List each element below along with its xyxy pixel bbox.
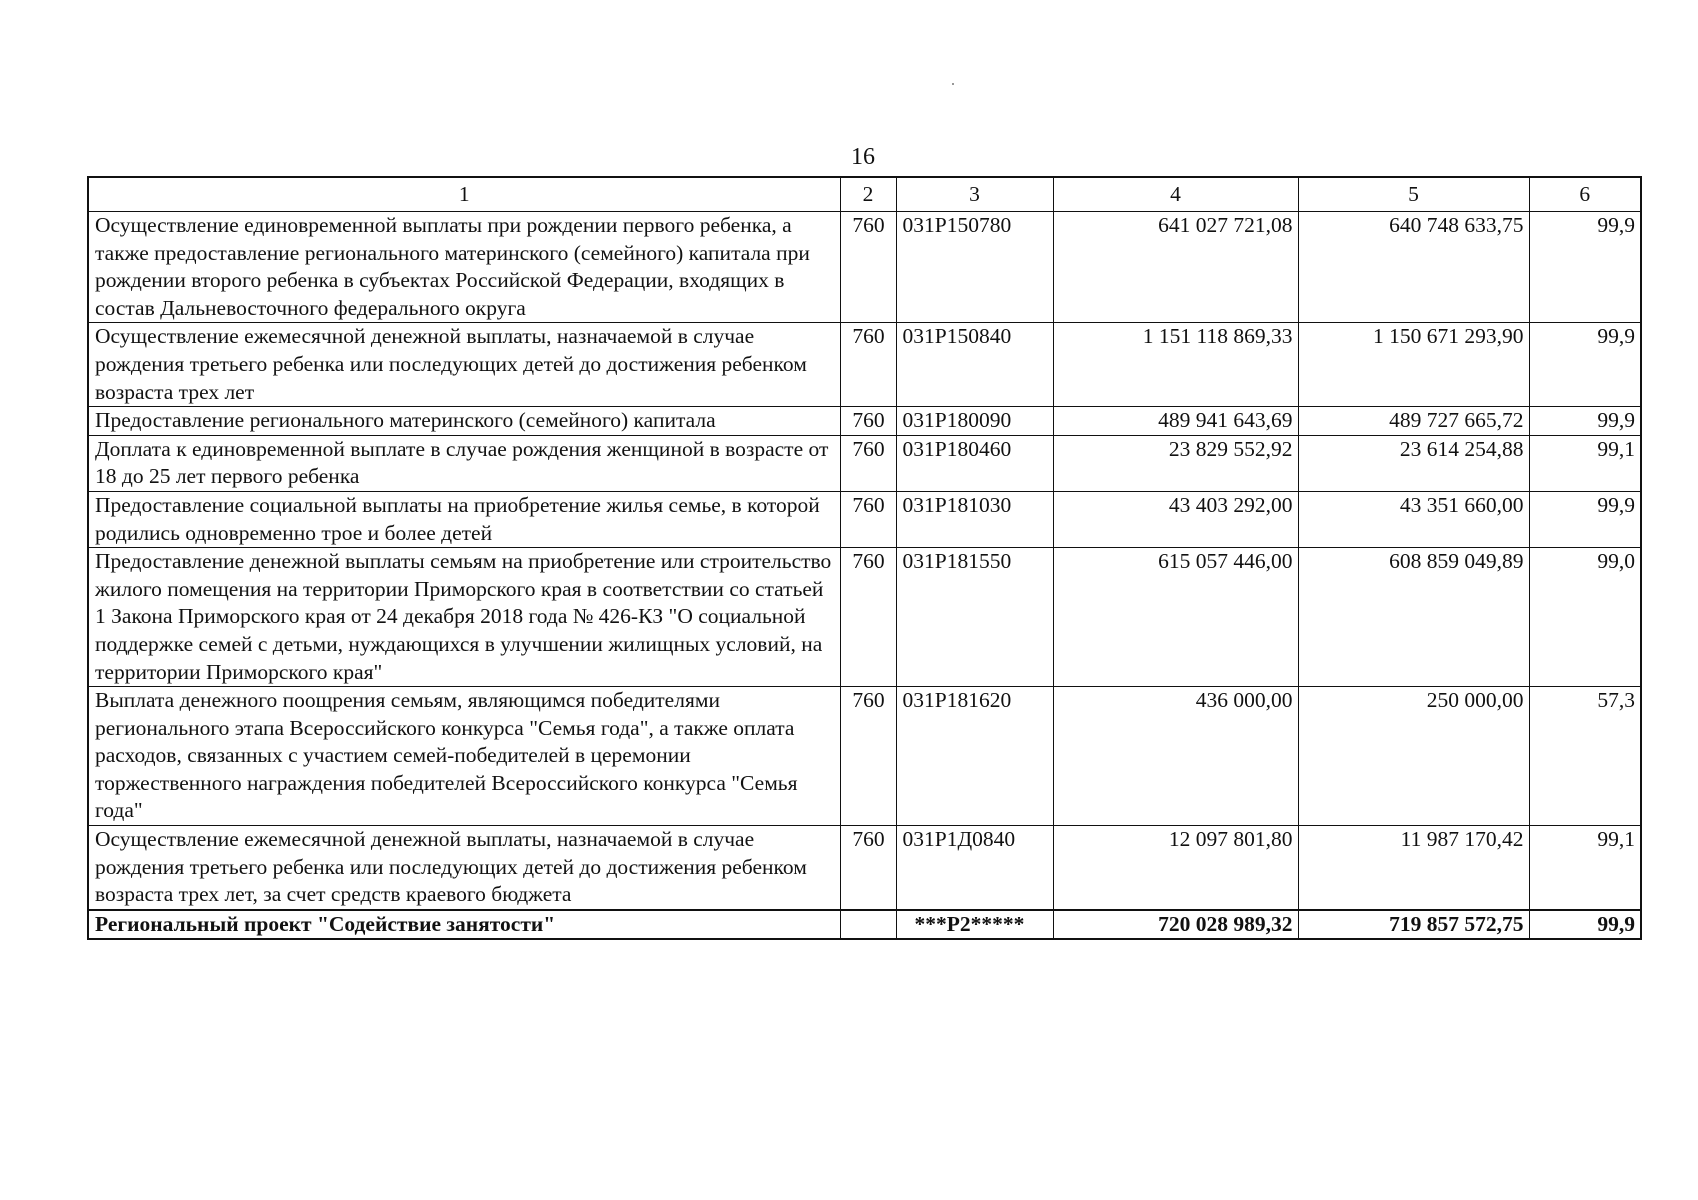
- row-name: Осуществление ежемесячной денежной выплаты, назначаемой в случае рождения третьего ребенка или последующих детей до достижения ребенком возраста трех лет, за счет средств краевого бюджета: [88, 826, 840, 910]
- row-percent: 99,9: [1529, 491, 1641, 547]
- row-plan: 23 829 552,92: [1053, 435, 1298, 491]
- row-name: Осуществление единовременной выплаты при рождении первого ребенка, а также предоставление регионального материнского (семейного) капитала при рождении второго ребенка в субъектах Российской Федерации, входящих в состав Дальневосточного федерального округа: [88, 212, 840, 323]
- table-row: [88, 548, 1641, 687]
- row-percent: 99,1: [1529, 435, 1641, 491]
- row-name: Доплата к единовременной выплате в случае рождения женщиной в возрасте от 18 до 25 лет первого ребенка: [88, 435, 840, 491]
- scan-speck: [952, 83, 954, 85]
- table-row: [88, 212, 1641, 323]
- total-row: [88, 910, 1641, 940]
- row-plan: 436 000,00: [1053, 687, 1298, 826]
- row-kbk: 031Р180090: [896, 407, 1053, 436]
- table-row: [88, 687, 1641, 826]
- row-name: Предоставление социальной выплаты на приобретение жилья семье, в которой родились одновременно трое и более детей: [88, 491, 840, 547]
- row-fact: 23 614 254,88: [1298, 435, 1529, 491]
- table-row: [88, 826, 1641, 910]
- row-fact: 1 150 671 293,90: [1298, 323, 1529, 407]
- row-plan: 641 027 721,08: [1053, 212, 1298, 323]
- row-plan: 12 097 801,80: [1053, 826, 1298, 910]
- row-code: 760: [840, 687, 896, 826]
- page-number: 16: [851, 144, 875, 170]
- row-plan: 489 941 643,69: [1053, 407, 1298, 436]
- row-code: 760: [840, 212, 896, 323]
- row-percent: 99,9: [1529, 212, 1641, 323]
- row-plan: 43 403 292,00: [1053, 491, 1298, 547]
- row-kbk: 031Р181550: [896, 548, 1053, 687]
- row-code: 760: [840, 826, 896, 910]
- row-kbk: 031Р181030: [896, 491, 1053, 547]
- row-plan: 1 151 118 869,33: [1053, 323, 1298, 407]
- column-number-row: [88, 177, 1641, 212]
- row-name: Осуществление ежемесячной денежной выплаты, назначаемой в случае рождения третьего ребенка или последующих детей до достижения ребенком возраста трех лет: [88, 323, 840, 407]
- total-plan: 720 028 989,32: [1053, 910, 1298, 940]
- row-kbk: 031Р181620: [896, 687, 1053, 826]
- row-percent: 57,3: [1529, 687, 1641, 826]
- row-name: Предоставление денежной выплаты семьям на приобретение или строительство жилого помещения на территории Приморского края в соответствии со статьей 1 Закона Приморского края от 24 декабря 2018 года № 426-КЗ "О социальной поддержке семей с детьми, нуждающихся в улучшении жилищных условий, на территории Приморского края": [88, 548, 840, 687]
- table-row: [88, 407, 1641, 436]
- row-fact: 608 859 049,89: [1298, 548, 1529, 687]
- row-code: 760: [840, 435, 896, 491]
- total-name: Региональный проект "Содействие занятости": [88, 910, 840, 940]
- total-kbk: ***Р2*****: [896, 910, 1053, 940]
- row-kbk: 031Р180460: [896, 435, 1053, 491]
- row-percent: 99,9: [1529, 407, 1641, 436]
- table-row: [88, 491, 1641, 547]
- total-percent: 99,9: [1529, 910, 1641, 940]
- row-name: Предоставление регионального материнского (семейного) капитала: [88, 407, 840, 436]
- column-number-5: 5: [1298, 177, 1529, 212]
- row-fact: 489 727 665,72: [1298, 407, 1529, 436]
- row-percent: 99,1: [1529, 826, 1641, 910]
- row-plan: 615 057 446,00: [1053, 548, 1298, 687]
- row-code: 760: [840, 548, 896, 687]
- row-fact: 640 748 633,75: [1298, 212, 1529, 323]
- row-percent: 99,0: [1529, 548, 1641, 687]
- total-code: [840, 910, 896, 940]
- total-fact: 719 857 572,75: [1298, 910, 1529, 940]
- table-row: [88, 435, 1641, 491]
- row-kbk: 031Р150840: [896, 323, 1053, 407]
- row-fact: 43 351 660,00: [1298, 491, 1529, 547]
- row-code: 760: [840, 491, 896, 547]
- row-fact: 11 987 170,42: [1298, 826, 1529, 910]
- row-kbk: 031Р150780: [896, 212, 1053, 323]
- table-row: [88, 323, 1641, 407]
- column-number-1: 1: [88, 177, 840, 212]
- column-number-2: 2: [840, 177, 896, 212]
- column-number-4: 4: [1053, 177, 1298, 212]
- row-percent: 99,9: [1529, 323, 1641, 407]
- row-code: 760: [840, 323, 896, 407]
- row-name: Выплата денежного поощрения семьям, являющимся победителями регионального этапа Всероссийского конкурса "Семья года", а также оплата расходов, связанных с участием семей-победителей в церемонии торжественного награждения победителей Всероссийского конкурса "Семья года": [88, 687, 840, 826]
- row-kbk: 031Р1Д0840: [896, 826, 1053, 910]
- row-code: 760: [840, 407, 896, 436]
- budget-report-table: [87, 176, 1642, 940]
- column-number-6: 6: [1529, 177, 1641, 212]
- column-number-3: 3: [896, 177, 1053, 212]
- row-fact: 250 000,00: [1298, 687, 1529, 826]
